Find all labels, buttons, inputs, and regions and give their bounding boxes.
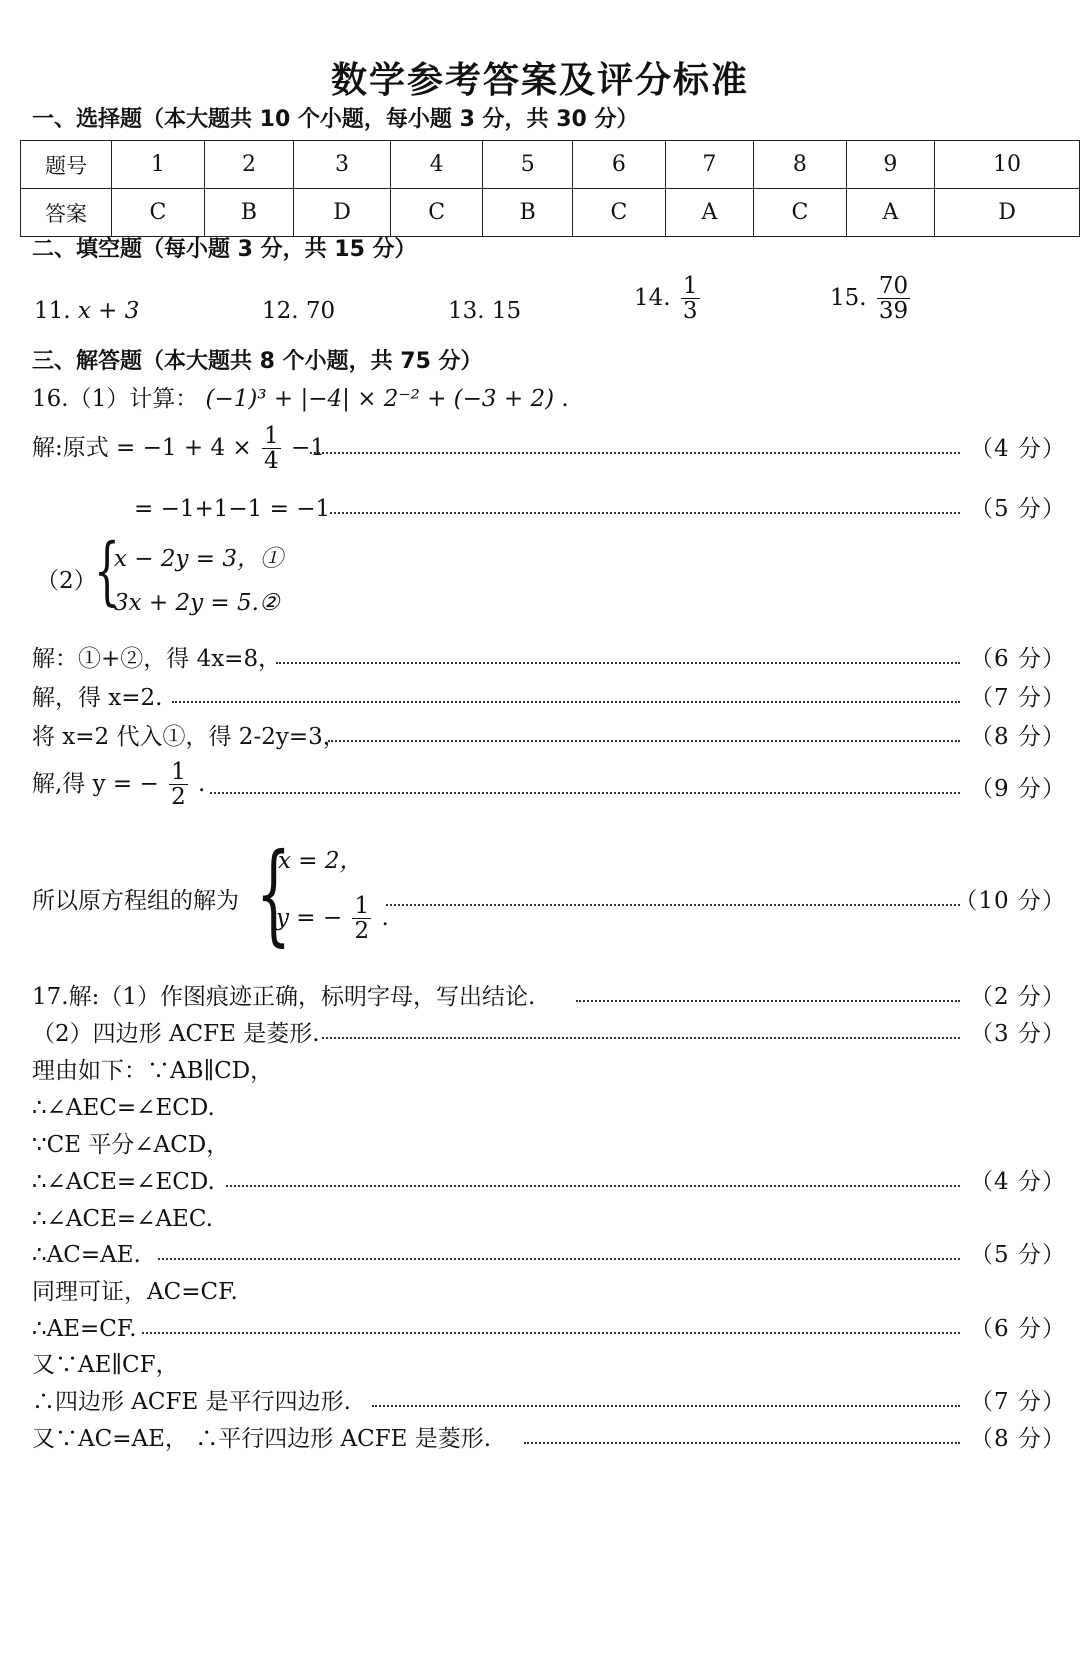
score-label: （7 分） (970, 1389, 1066, 1415)
table-cell: 7 (665, 141, 753, 189)
q16-sol2-numerator: 1 (354, 893, 370, 919)
leader-dots (330, 512, 960, 514)
q16-part1-step2: = −1+1−1 = −1 (134, 496, 331, 522)
q17-line5: ∵CE 平分∠ACD， (32, 1132, 230, 1158)
q16-step4-numerator: 1 (171, 759, 186, 785)
leader-dots (158, 1258, 960, 1260)
table-cell: 1 (112, 141, 205, 189)
q16-part1-step1 (32, 424, 325, 473)
table-header-label: 题号 (21, 141, 112, 189)
q16-part2-conclusion: 所以原方程组的解为 (32, 888, 239, 914)
score-label: （6 分） (970, 646, 1066, 672)
q16-sol2-post: . (381, 905, 389, 932)
q14-numerator: 1 (682, 273, 698, 299)
q16-part2-step2: 解，得 x=2. (32, 685, 163, 711)
leader-dots (576, 1000, 960, 1002)
table-cell: 6 (573, 141, 666, 189)
page-title: 数学参考答案及评分标准 (330, 60, 749, 101)
table-cell: A (846, 189, 934, 237)
brace-icon: { (256, 829, 291, 957)
score-label: （8 分） (970, 1426, 1066, 1452)
score-label: （4 分） (970, 436, 1066, 462)
q17-line12: ∴四边形 ACFE 是平行四边形. (32, 1389, 351, 1415)
q15-numerator: 70 (878, 273, 909, 299)
table-answer-label: 答案 (21, 189, 112, 237)
score-label: （2 分） (970, 984, 1066, 1010)
table-cell: D (294, 189, 390, 237)
leader-dots (172, 701, 960, 703)
q15-fraction (877, 274, 910, 323)
leader-dots (210, 792, 960, 794)
q17-line10: ∴AE=CF. (32, 1316, 137, 1342)
q15-number: 15. (830, 285, 867, 312)
q16-part2-step4 (32, 760, 205, 809)
fill-q15 (830, 274, 913, 323)
q14-denominator: 3 (682, 298, 698, 325)
table-cell: B (204, 189, 294, 237)
table-cell: C (112, 189, 205, 237)
table-cell: A (665, 189, 753, 237)
table-cell: 5 (483, 141, 573, 189)
q16-sol2-denominator: 2 (354, 918, 370, 945)
score-label: （7 分） (970, 685, 1066, 711)
leader-dots (524, 1442, 960, 1444)
q17-line13: 又∵AC=AE， ∴平行四边形 ACFE 是菱形. (32, 1426, 492, 1452)
leader-dots (276, 662, 960, 664)
table-cell: 9 (846, 141, 934, 189)
table-row-answers (21, 189, 1080, 237)
q16-sol2-fraction (352, 894, 371, 943)
leader-dots (226, 1185, 960, 1187)
fill-q12: 12. 70 (262, 298, 336, 324)
section-3-heading: 三、解答题（本大题共 8 个小题，共 75 分） (32, 349, 483, 374)
table-cell: 4 (390, 141, 483, 189)
q14-fraction (681, 274, 700, 323)
score-label: （4 分） (970, 1169, 1066, 1195)
fill-q11 (34, 296, 139, 326)
q16-part2-step3: 将 x=2 代入①，得 2-2y=3， (32, 724, 346, 750)
leader-dots (328, 740, 960, 742)
section-1-heading: 一、选择题（本大题共 10 个小题，每小题 3 分，共 30 分） (32, 107, 639, 132)
q16-part2-label: （2） (36, 568, 97, 594)
q11-number: 11. (34, 298, 71, 324)
q17-line9: 同理可证，AC=CF. (32, 1279, 238, 1305)
q16-sol2-pre: y = − (276, 905, 343, 932)
q16-step1-pre: 解:原式 = −1 + 4 × (32, 435, 252, 462)
score-label: （3 分） (970, 1021, 1066, 1047)
score-label: （6 分） (970, 1316, 1066, 1342)
fill-q13: 13. 15 (448, 298, 522, 324)
table-cell: C (390, 189, 483, 237)
q17-line7: ∴∠ACE=∠AEC. (32, 1206, 213, 1232)
table-cell: C (754, 189, 847, 237)
leader-dots (386, 904, 960, 906)
q16-solution-x: x = 2， (278, 848, 363, 874)
q16-step1-post: −1 (290, 435, 325, 462)
q16-part2-step1: 解：①+②，得 4x=8， (32, 646, 282, 672)
leader-dots (372, 1405, 960, 1407)
leader-dots (310, 452, 960, 454)
q14-number: 14. (634, 285, 671, 312)
fill-q14 (634, 274, 703, 323)
q17-line2: （2）四边形 ACFE 是菱形. (32, 1021, 320, 1047)
leader-dots (142, 1332, 960, 1334)
leader-dots (322, 1037, 960, 1039)
q16-step1-denominator: 4 (263, 448, 279, 475)
q17-line8: ∴AC=AE. (32, 1242, 141, 1268)
q16-part1-prompt: 16.（1）计算： (32, 386, 199, 412)
q16-step4-denominator: 2 (171, 784, 186, 811)
brace-icon: { (94, 528, 120, 614)
q16-step1-fraction (262, 424, 281, 473)
q17-line4: ∴∠AEC=∠ECD. (32, 1095, 215, 1121)
q17-line11: 又∵AE∥CF， (32, 1352, 179, 1378)
table-cell: B (483, 189, 573, 237)
table-cell: C (573, 189, 666, 237)
q16-part1-expression: (−1)³ + |−4| × 2⁻² + (−3 + 2) . (205, 386, 569, 412)
table-cell: D (935, 189, 1080, 237)
q16-part2-equation2: 3x + 2y = 5.② (114, 590, 280, 616)
q17-line1: 17.解:（1）作图痕迹正确，标明字母，写出结论. (32, 984, 536, 1010)
q16-part1-prompt-line (32, 384, 569, 414)
q16-step4-post: . (198, 771, 206, 798)
table-cell: 2 (204, 141, 294, 189)
section-2-heading: 二、填空题（每小题 3 分，共 15 分） (32, 237, 417, 262)
score-label: （5 分） (970, 1242, 1066, 1268)
q16-solution-y (276, 894, 389, 943)
score-label: （8 分） (970, 724, 1066, 750)
q11-answer: x + 3 (77, 298, 140, 324)
table-cell: 3 (294, 141, 390, 189)
q16-step1-numerator: 1 (263, 423, 279, 449)
table-cell: 8 (754, 141, 847, 189)
q15-denominator: 39 (878, 298, 909, 325)
q16-step4-pre: 解,得 y = − (32, 771, 159, 798)
score-label: （9 分） (970, 776, 1066, 802)
q16-part2-equation1: x − 2y = 3，① (114, 546, 284, 572)
table-row-numbers (21, 141, 1080, 189)
q17-line3: 理由如下：∵AB∥CD， (32, 1058, 274, 1084)
answer-table (20, 140, 1080, 237)
table-cell: 10 (935, 141, 1080, 189)
q16-step4-fraction (169, 760, 188, 809)
q17-line6: ∴∠ACE=∠ECD. (32, 1169, 215, 1195)
score-label: （5 分） (970, 496, 1066, 522)
score-label: （10 分） (954, 888, 1066, 914)
